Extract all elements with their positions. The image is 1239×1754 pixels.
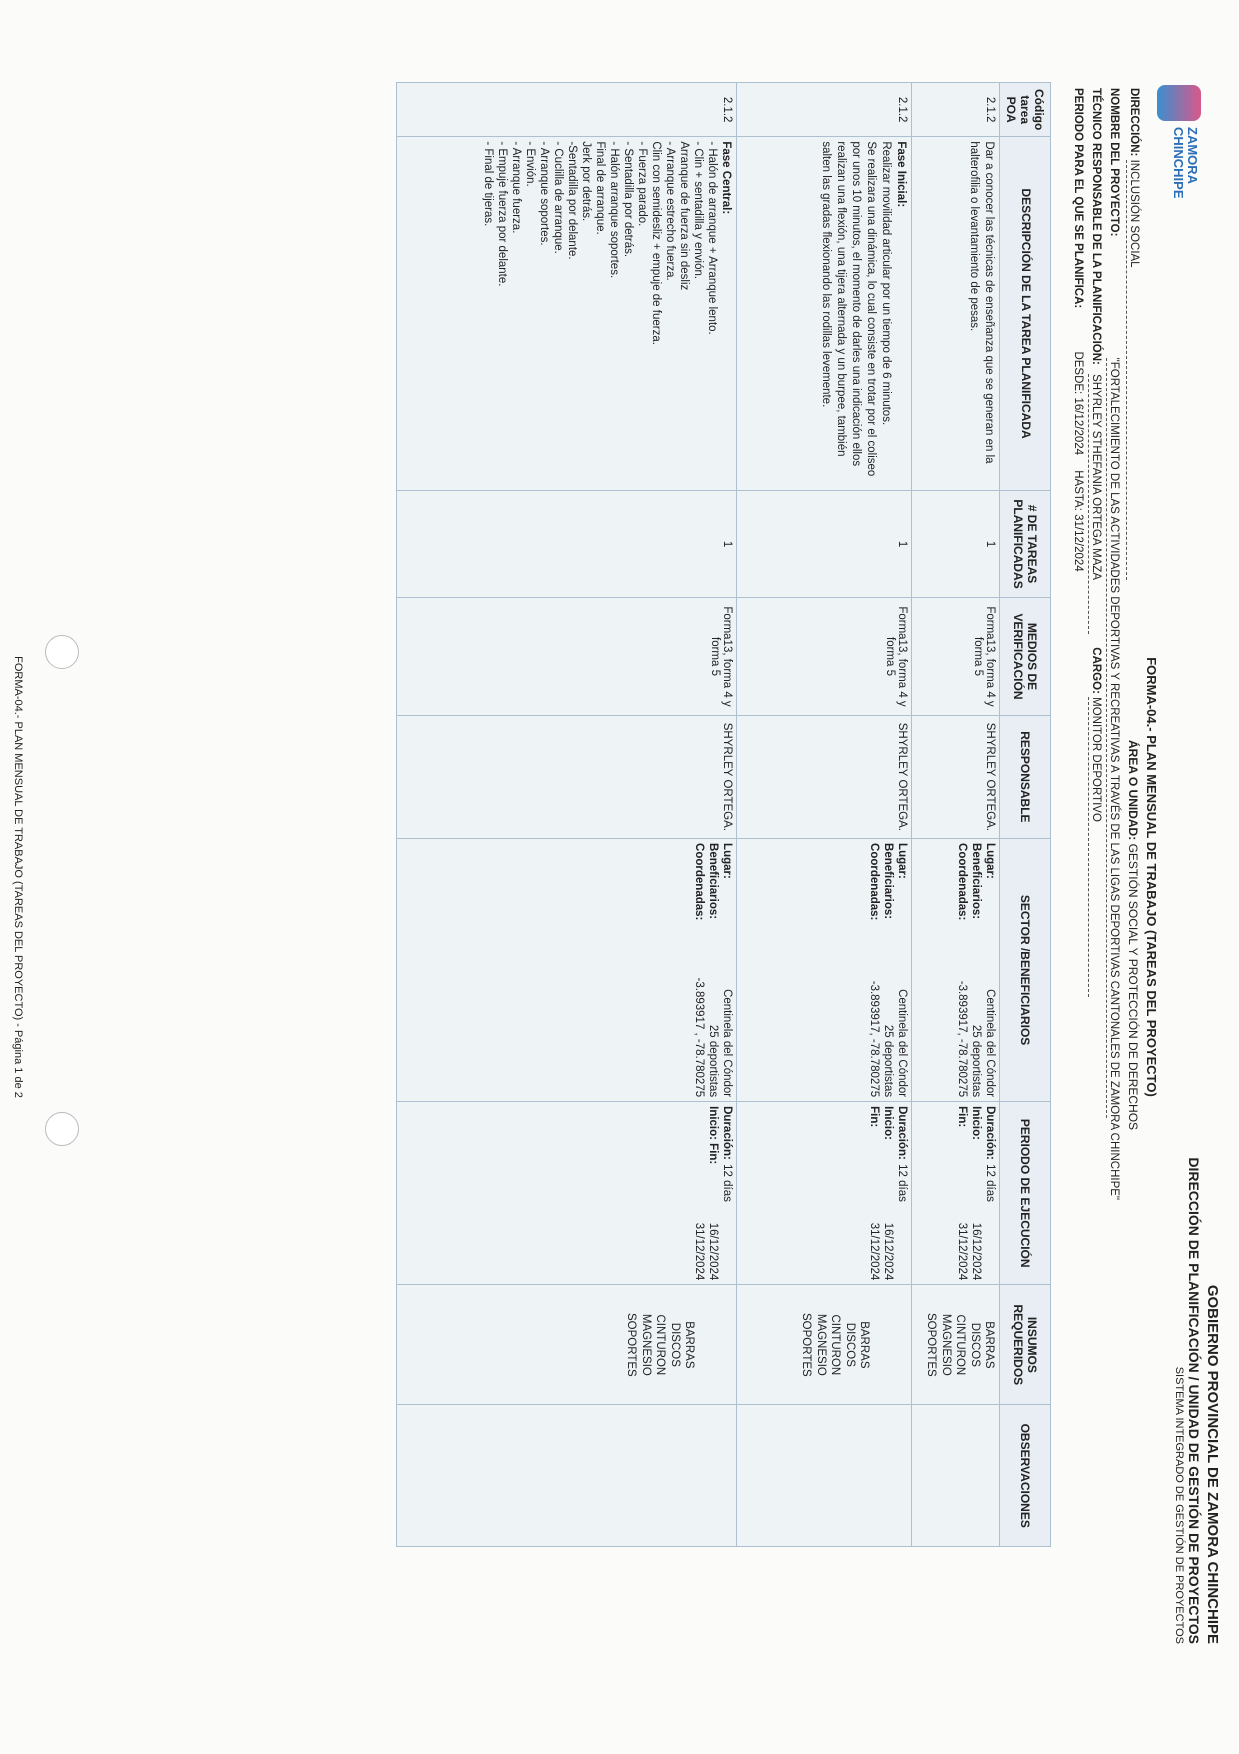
cargo-value: MONITOR DEPORTIVO — [1089, 697, 1102, 997]
desc-line: - Arranque estrecho fuerza. — [663, 141, 676, 281]
direccion-label: DIRECCIÓN: — [1128, 88, 1140, 157]
duracion-line — [719, 1106, 733, 1280]
header-sector: SECTOR /BENEFICIARIOS — [1000, 839, 1051, 1102]
insumo-item: SOPORTES — [925, 1313, 938, 1377]
cell-insumos — [912, 1285, 1000, 1405]
cell-num: 1 — [912, 490, 1000, 598]
insumo-item: CINTURON — [654, 1314, 667, 1376]
desc-line: - Envión. — [523, 141, 536, 187]
cell-code: 2.1.2 — [912, 83, 1000, 137]
desc-line: - Halón arranque soportes. — [607, 141, 620, 279]
org-header — [1171, 1157, 1221, 1644]
org-system: SISTEMA INTEGRADO DE GESTIÓN DE PROYECTOS — [1172, 1366, 1185, 1644]
insumo-item: CINTURON — [829, 1314, 842, 1376]
duracion-label: Duración: — [896, 1106, 908, 1160]
fin-line — [955, 1106, 969, 1280]
lugar-value: Centinela del Cóndor — [896, 989, 908, 1098]
desde-value: 16/12/2024 — [1072, 397, 1084, 456]
duracion-value: 12 días — [721, 1164, 733, 1202]
table-header-row — [1000, 83, 1051, 1547]
table-row — [737, 83, 912, 1547]
cell-periodo — [737, 1102, 912, 1285]
lugar-value: Centinela del Cóndor — [721, 989, 733, 1098]
cell-resp: SHYRLEY ORTEGA. — [397, 715, 737, 838]
lugar-value: Centinela del Cóndor — [984, 989, 996, 1098]
fin-line — [692, 1106, 706, 1280]
desc-line: - Sentadilla por detrás. — [621, 141, 634, 258]
page-footer: FORMA-04.- PLAN MENSUAL DE TRABAJO (TAREAS DEL PROYECTO) - Página 1 de 2 — [12, 656, 24, 1098]
periodo-label: PERIODO PARA EL QUE SE PLANIFICA: — [1072, 88, 1084, 309]
desc-line: - Halón de arranque + Arranque lento. — [705, 141, 718, 335]
table-row — [912, 83, 1000, 1547]
desc-line: - Clin + sentadilla y envión. — [691, 141, 704, 280]
insumo-item: DISCOS — [843, 1322, 856, 1367]
cell-obs — [737, 1405, 912, 1547]
cell-resp: SHYRLEY ORTEGA. — [737, 715, 912, 838]
form-title: FORMA-04.- PLAN MENSUAL DE TRABAJO (TAREAS DEL PROYECTO) — [1144, 657, 1159, 1097]
logo-text-line1: ZAMORA — [1185, 127, 1200, 185]
coordenadas-label: Coordenadas: — [868, 843, 881, 921]
desc-title: Fase Central: — [720, 141, 732, 215]
cell-periodo — [912, 1102, 1000, 1285]
insumo-item: MAGNESIO — [814, 1313, 827, 1376]
coordenadas-value: -3.893917 , -78.780275 — [693, 977, 706, 1098]
cell-medios: Forma13, forma 4 y forma 5 — [397, 598, 737, 715]
lugar-label: Lugar: — [896, 843, 908, 879]
desc-line: -Sentadilla por delante. — [565, 141, 578, 260]
coordenadas-value: -3.893917, -78.780275 — [956, 980, 969, 1098]
fin-value: 31/12/2024 — [868, 1222, 881, 1281]
beneficiarios-line — [705, 843, 719, 1097]
cell-desc — [397, 137, 737, 490]
fin-value: 31/12/2024 — [956, 1222, 969, 1281]
cell-resp: SHYRLEY ORTEGA. — [912, 715, 1000, 838]
org-department: DIRECCIÓN DE PLANIFICACIÓN / UNIDAD DE GESTIÓN DE PROYECTOS — [1186, 1157, 1203, 1644]
coordenadas-label: Coordenadas: — [693, 843, 706, 921]
lugar-label: Lugar: — [984, 843, 996, 879]
insumo-item: DISCOS — [668, 1322, 681, 1367]
tecnico-label: TÉCNICO RESPONSABLE DE LA PLANIFICACIÓN: — [1090, 88, 1102, 365]
fin-line — [867, 1106, 881, 1280]
desc-line: Arranque de fuerza sin desliz — [677, 141, 690, 291]
lugar-label: Lugar: — [721, 843, 733, 879]
beneficiarios-line — [880, 843, 894, 1097]
desc-line: - Empuje fuerza por delante. — [495, 141, 508, 287]
hasta-value: 31/12/2024 — [1072, 514, 1084, 572]
inicio-value: 16/12/2024 — [882, 1222, 895, 1281]
duracion-label: Duración: — [721, 1106, 733, 1160]
logo-emblem-icon — [1157, 85, 1201, 121]
header-desc: DESCRIPCIÓN DE LA TAREA PLANIFICADA — [1000, 137, 1051, 490]
inicio-label: Inicio: — [970, 1106, 983, 1140]
duracion-line — [894, 1106, 908, 1280]
header-num: # DE TAREAS PLANIFICADAS — [1000, 490, 1051, 598]
beneficiarios-value: 25 deportistas — [970, 1024, 983, 1098]
inicio-value: 16/12/2024 — [970, 1222, 983, 1281]
plan-table — [396, 82, 1051, 1547]
coordenadas-line — [692, 843, 706, 1097]
duracion-value: 12 días — [896, 1164, 908, 1202]
proyecto-row — [1107, 88, 1120, 1201]
header-resp: RESPONSABLE — [1000, 715, 1051, 838]
desc-line: Realizar movilidad articular por un tiempo de 6 minutos. — [880, 141, 893, 426]
desc-line: - Arranque soportes. — [537, 141, 550, 246]
tecnico-value: SHYRLEY STHEFANIA ORTEGA MAZA — [1089, 374, 1102, 634]
logo-text-line2: CHINCHIPE — [1171, 127, 1187, 199]
cell-insumos — [737, 1285, 912, 1405]
insumo-item: CINTURON — [954, 1314, 967, 1376]
area-label: ÁREA O UNIDAD: — [1126, 740, 1140, 841]
beneficiarios-value: 25 deportistas — [882, 1024, 895, 1098]
coordenadas-label: Coordenadas: — [956, 843, 969, 921]
coordenadas-value: -3.893917, -78.780275 — [868, 980, 881, 1098]
insumo-item: DISCOS — [968, 1322, 981, 1367]
beneficiarios-label: Beneficiarios: — [707, 843, 720, 920]
fin-label: Fin: — [956, 1106, 969, 1128]
proyecto-label: NOMBRE DEL PROYECTO: — [1108, 88, 1120, 237]
header-obs: OBSERVACIONES — [1000, 1405, 1051, 1547]
header-code: Código tarea POA — [1000, 83, 1051, 137]
fin-label: Fin: — [868, 1106, 881, 1128]
insumo-item: BARRAS — [983, 1321, 995, 1369]
periodo-row — [1072, 88, 1084, 572]
cell-medios: Forma13, forma 4 y forma 5 — [737, 598, 912, 715]
coordenadas-line — [867, 843, 881, 1097]
inicio-value: 16/12/2024 — [707, 1222, 720, 1281]
desc-line: - Final de tijeras. — [481, 141, 494, 227]
beneficiarios-line — [968, 843, 982, 1097]
table-row — [397, 83, 737, 1547]
insumo-item: SOPORTES — [625, 1313, 638, 1377]
desc-line: - Cuclilla de arranque. — [551, 141, 564, 254]
cell-sector — [397, 839, 737, 1102]
cell-sector — [737, 839, 912, 1102]
area-row — [1127, 740, 1139, 1130]
cell-code: 2.1.2 — [397, 83, 737, 137]
cell-obs — [397, 1405, 737, 1547]
header-medios: MEDIOS DE VERIFICACIÓN — [1000, 598, 1051, 715]
lugar-line — [719, 843, 733, 1097]
lugar-line — [982, 843, 996, 1097]
hasta-label: HASTA: — [1072, 470, 1084, 511]
inicio-line — [880, 1106, 894, 1280]
desc-line: - Arranque fuerza. — [509, 141, 522, 234]
desde-label: DESDE: — [1072, 351, 1084, 395]
duracion-line — [982, 1106, 996, 1280]
cell-medios: Forma13, forma 4 y forma 5 — [912, 598, 1000, 715]
desc-line: - Fuerza parado. — [635, 141, 648, 227]
insumo-item: MAGNESIO — [939, 1313, 952, 1376]
cell-desc: Dar a conocer las técnicas de enseñanza que se generan en la halterofilia o levantamiento de pesas. — [912, 137, 1000, 490]
desc-line: Clin con semidesliz + empuje de fuerza. — [649, 141, 662, 345]
inicio-fin-label: Inicio: Fin: — [707, 1106, 720, 1165]
beneficiarios-label: Beneficiarios: — [970, 843, 983, 920]
insumo-item: BARRAS — [683, 1321, 695, 1369]
punch-hole-icon — [45, 635, 79, 669]
desc-line: Jerk por detrás. — [579, 141, 592, 222]
org-name: GOBIERNO PROVINCIAL DE ZAMORA CHINCHIPE — [1204, 1284, 1221, 1644]
lugar-line — [894, 843, 908, 1097]
insumo-item: SOPORTES — [800, 1313, 813, 1377]
cell-desc — [737, 137, 912, 490]
cell-periodo — [397, 1102, 737, 1285]
inicio-line — [968, 1106, 982, 1280]
inicio-label: Inicio: — [882, 1106, 895, 1140]
proyecto-value: "FORTALECIMIENTO DE LAS ACTIVIDADES DEPORTIVAS Y RECREATIVAS A TRAVÉS DE LAS LIGAS DEPORTIVAS CANTONALES DE ZAMORA CHINCHIPE" — [1108, 357, 1120, 1201]
cell-num: 1 — [737, 490, 912, 598]
logo-text — [1172, 127, 1199, 199]
inicio-fin-line — [705, 1106, 719, 1280]
duracion-value: 12 días — [984, 1164, 996, 1202]
cell-num: 1 — [397, 490, 737, 598]
beneficiarios-value: 25 deportistas — [707, 1024, 720, 1098]
direccion-value: INCLUSIÓN SOCIAL — [1127, 160, 1140, 580]
desc-title: Fase Inicial: — [895, 141, 907, 208]
desc-line: Final de arranque. — [593, 141, 606, 235]
cell-code: 2.1.2 — [737, 83, 912, 137]
fin-value: 31/12/2024 — [693, 1222, 706, 1281]
punch-hole-icon — [45, 1112, 79, 1146]
header-periodo: PERIODO DE EJECUCIÓN — [1000, 1102, 1051, 1285]
duracion-label: Duración: — [984, 1106, 996, 1160]
beneficiarios-label: Beneficiarios: — [882, 843, 895, 920]
cell-sector — [912, 839, 1000, 1102]
insumo-item: MAGNESIO — [639, 1313, 652, 1376]
cell-obs — [912, 1405, 1000, 1547]
header-insumos: INSUMOS REQUERIDOS — [1000, 1285, 1051, 1405]
tecnico-row — [1089, 88, 1102, 997]
desc-line: Se realizara una dinámica, lo cual consiste en trotar por el coliseo por unos 10 minutos, el momento de darles una indicación ellos realizan una flexión, una tijera alternada y un burpee, también salten las gradas flexionando las rodillas levemente. — [820, 141, 878, 477]
cell-insumos — [397, 1285, 737, 1405]
insumo-item: BARRAS — [858, 1321, 870, 1369]
cargo-label: CARGO: — [1090, 647, 1102, 694]
direccion-row — [1127, 88, 1140, 580]
area-value: GESTIÓN SOCIAL Y PROTECCIÓN DE DERECHOS — [1126, 843, 1140, 1131]
coordenadas-line — [955, 843, 969, 1097]
